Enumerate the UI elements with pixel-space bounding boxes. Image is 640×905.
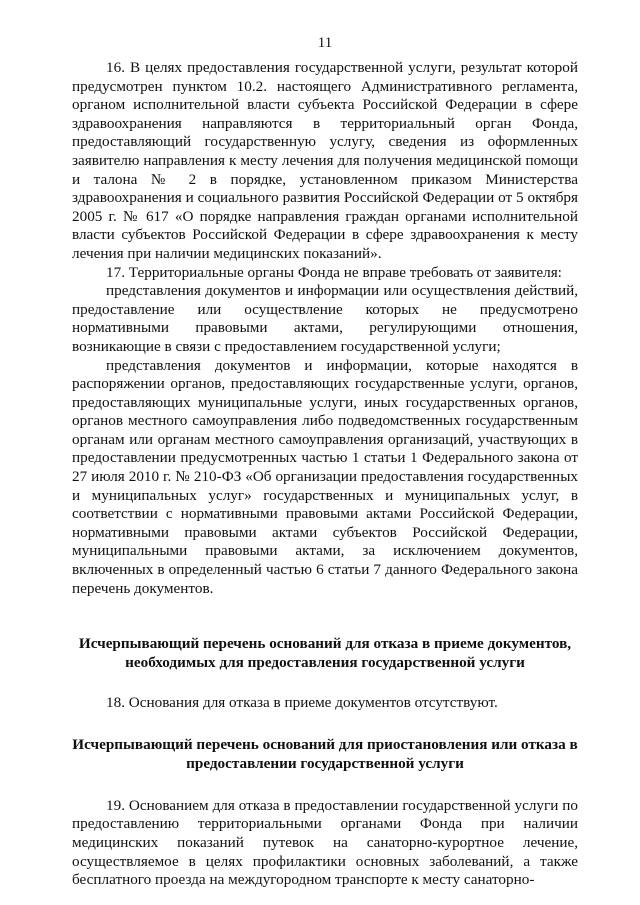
spacer — [72, 672, 578, 694]
spacer — [72, 713, 578, 735]
spacer — [72, 598, 578, 634]
paragraph-16: 16. В целях предоставления государственной услуги, результат которой предусмотрен пунктом 10.2. настоящего Административного регламента, органом исполнительной власти субъекта Российской Федерации в сфере здравоохранения направляются в территориальный орган Фонда, предоставляющий государственную услугу, сведения из оформленных заявителю направления к месту лечения для получения медицинской помощи и талона № 2 в порядке, установленном приказом Министерства здравоохранения и социального развития Российской Федерации от 5 октября 2005 г. № 617 «О порядке направления граждан органами исполнительной власти субъектов Российской Федерации в сфере здравоохранения к месту лечения при наличии медицинских показаний». — [72, 59, 578, 262]
paragraph-17-item-1: представления документов и информации или осуществления действий, предоставление или осуществление которых не предусмотрено нормативными правовыми актами, регулирующими отношения, возникающие в связи с предоставлением государственной услуги; — [72, 282, 578, 355]
paragraph-17-item-2: представления документов и информации, которые находятся в распоряжении органов, предоставляющих государственные услуги, органов, предоставляющих муниципальные услуги, иных государственных органов, органов местного самоуправления либо подведомственных государственным органам или органам местного самоуправления организаций, участвующих в предоставлении предусмотренных частью 1 статьи 1 Федерального закона от 27 июля 2010 г. № 210-ФЗ «Об организации предоставления государственных и муниципальных услуг» государственных и муниципальных услуг, в соответствии с нормативными правовыми актами Российской Федерации, нормативными правовыми актами субъектов Российской Федерации, муниципальными правовыми актами, за исключением документов, включенных в определенный частью 6 статьи 7 данного Федерального закона перечень документов. — [72, 356, 578, 597]
section-heading-refusal-documents: Исчерпывающий перечень оснований для отказа в приеме документов, необходимых для предоставления государственной услуги — [78, 635, 572, 672]
document-body — [72, 59, 578, 890]
spacer — [72, 773, 578, 797]
paragraph-17: 17. Территориальные органы Фонда не вправе требовать от заявителя: — [106, 263, 562, 281]
section-heading-suspension-refusal: Исчерпывающий перечень оснований для приостановления или отказа в предоставлении государственной услуги — [72, 735, 578, 772]
document-page — [72, 0, 578, 905]
paragraph-19: 19. Основанием для отказа в предоставлении государственной услуги по предоставлению территориальными органами Фонда при наличии медицинских показаний путевок на санаторно-курортное лечение, осуществляемое в целях профилактики основных заболеваний, а также бесплатного проезда на междугородном транспорте к месту санаторно- — [72, 796, 578, 889]
paragraph-18: 18. Основания для отказа в приеме документов отсутствуют. — [106, 694, 498, 712]
page-number: 11 — [317, 35, 333, 51]
